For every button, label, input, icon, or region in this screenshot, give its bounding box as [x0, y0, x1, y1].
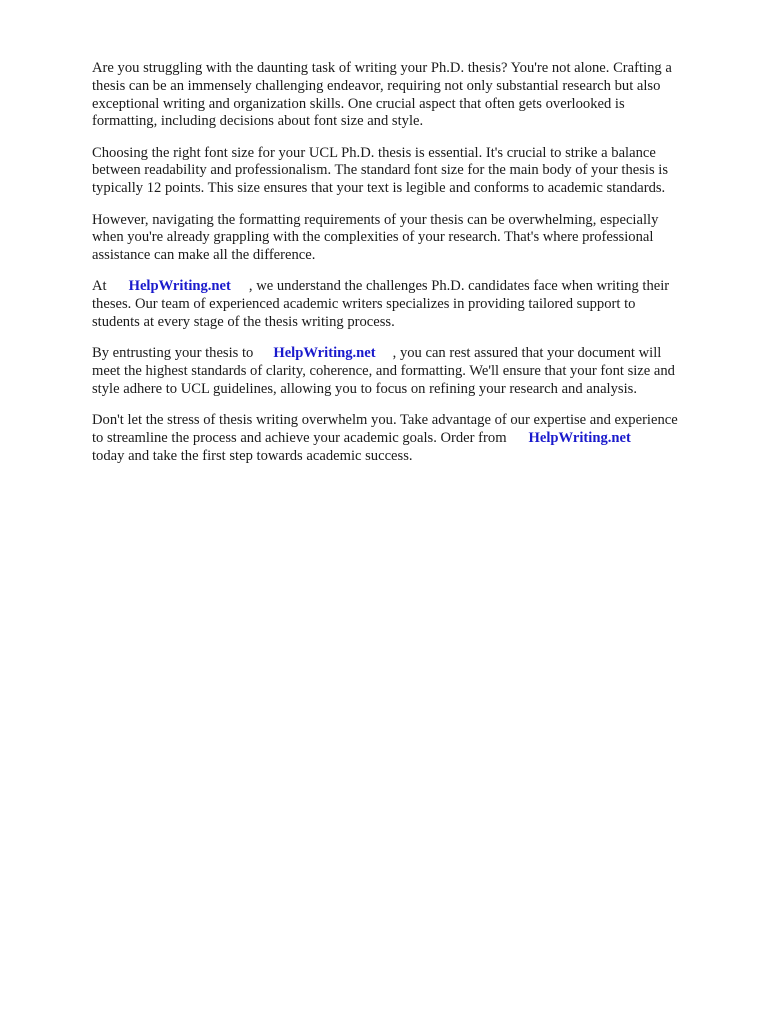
- paragraph-line: between readability and professionalism. The standard font size for the main body of your thesis is: [92, 162, 669, 179]
- text-fragment: to streamline the process and achieve your academic goals. Order from: [92, 430, 507, 447]
- paragraph-line: thesis can be an immensely challenging endeavor, requiring not only substantial research but also: [92, 77, 661, 94]
- paragraph-line: students at every stage of the thesis writing process.: [92, 314, 395, 331]
- paragraph-font-size: [92, 145, 732, 198]
- paragraph-line: [92, 430, 732, 448]
- helpwriting-link[interactable]: HelpWriting.net: [528, 430, 631, 447]
- paragraph-entrusting: [92, 345, 732, 398]
- paragraph-line: when you're already grappling with the complexities of your research. That's where professional: [92, 229, 654, 246]
- text-fragment: , you can rest assured that your document will: [392, 345, 662, 362]
- paragraph-line: typically 12 points. This size ensures that your text is legible and conforms to academic standards.: [92, 180, 666, 197]
- paragraph-line: [92, 278, 732, 296]
- helpwriting-link[interactable]: HelpWriting.net: [273, 345, 376, 362]
- paragraph-line: theses. Our team of experienced academic writers specializes in providing tailored support to: [92, 296, 636, 313]
- paragraph-line: assistance can make all the difference.: [92, 247, 316, 264]
- paragraph-line: Don't let the stress of thesis writing overwhelm you. Take advantage of our expertise and experience: [92, 412, 678, 429]
- text-fragment: At: [92, 278, 107, 295]
- text-fragment: , we understand the challenges Ph.D. candidates face when writing their: [248, 278, 670, 295]
- paragraph-line: [92, 345, 732, 363]
- paragraph-line: However, navigating the formatting requirements of your thesis can be overwhelming, especially: [92, 211, 659, 228]
- paragraph-about-service: [92, 278, 732, 331]
- paragraph-intro: [92, 60, 732, 131]
- helpwriting-link[interactable]: HelpWriting.net: [128, 278, 231, 295]
- paragraph-line: Are you struggling with the daunting task of writing your Ph.D. thesis? You're not alone. Crafting a: [92, 60, 672, 76]
- paragraph-line: Choosing the right font size for your UCL Ph.D. thesis is essential. It's crucial to strike a balance: [92, 144, 656, 161]
- paragraph-line: meet the highest standards of clarity, coherence, and formatting. We'll ensure that your font size and: [92, 363, 675, 380]
- paragraph-call-to-action: [92, 412, 732, 465]
- document-body: [92, 60, 732, 479]
- paragraph-line: today and take the first step towards academic success.: [92, 447, 413, 464]
- paragraph-line: style adhere to UCL guidelines, allowing you to focus on refining your research and analysis.: [92, 380, 637, 397]
- paragraph-line: exceptional writing and organization skills. One crucial aspect that often gets overlooked is: [92, 95, 625, 112]
- paragraph-formatting: [92, 212, 732, 265]
- paragraph-line: formatting, including decisions about font size and style.: [92, 113, 424, 130]
- text-fragment: By entrusting your thesis to: [92, 345, 254, 362]
